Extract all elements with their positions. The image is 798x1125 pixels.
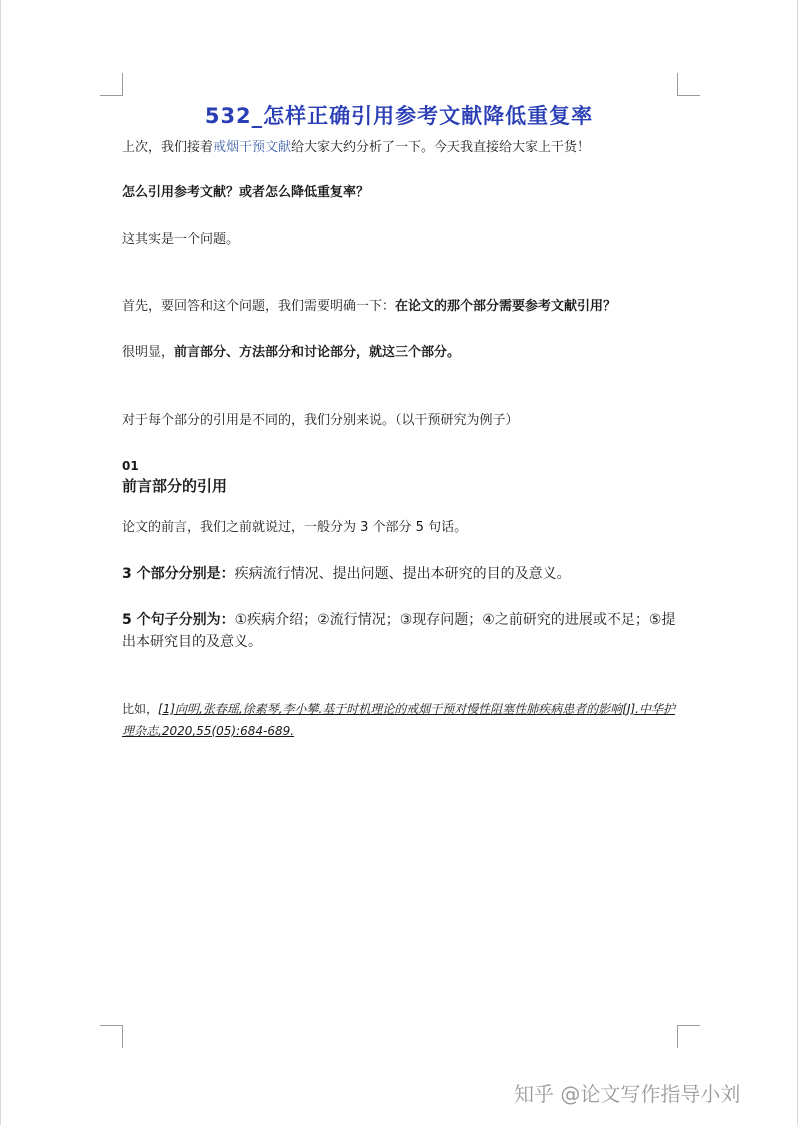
crop-mark-top-right [677,73,700,96]
paragraph-first [122,298,616,316]
crop-mark-bottom-left [100,1025,123,1048]
document-title: 532_怎样正确引用参考文献降低重复率 [204,104,594,128]
intro-text-before: 上次，我们接着 [122,140,214,155]
paragraph-first-bold: 在论文的那个部分需要参考文献引用？ [395,299,617,314]
example-reference [122,698,682,742]
intro-text-after: 给大家大约分析了一下。今天我直接给大家上干货！ [291,140,591,155]
intro-link[interactable]: 戒烟干预文献 [213,140,292,155]
three-parts-label: 3 个部分分别是： [122,566,235,582]
crop-mark-top-left [100,73,123,96]
intro-paragraph [122,139,590,157]
section-heading: 前言部分的引用 [122,477,228,495]
page-edge-left [0,0,1,1125]
paragraph-obvious-text: 很明显， [122,345,175,360]
paragraph-first-text: 首先，要回答和这个问题，我们需要明确一下： [122,299,396,314]
paragraph-each-part: 对于每个部分的引用是不同的，我们分别来说。（以干预研究为例子） [122,413,519,428]
five-sentences-text: ①疾病介绍；②流行情况；③现存问题；④之前研究的进展或不足；⑤提出本研究目的及意义。 [122,612,676,650]
paragraph-three-parts [122,565,571,583]
paragraph-preface: 论文的前言，我们之前就说过，一般分为 3 个部分 5 句话。 [122,520,468,535]
paragraph-one-question: 这其实是一个问题。 [122,232,240,247]
paragraph-obvious [122,344,460,362]
five-sentences-label: 5 个句子分别为： [122,612,235,628]
example-prefix: 比如， [122,702,159,716]
question-heading: 怎么引用参考文献？或者怎么降低重复率？ [122,185,370,200]
reference-citation: [1]向明,张春瑶,徐素琴,李小攀.基于时机理论的戒烟干预对慢性阻塞性肺疾病患者的影响[J].中华护理杂志,2020,55(05):684-689. [122,702,675,738]
paragraph-obvious-bold: 前言部分、方法部分和讨论部分，就这三个部分。 [174,345,461,360]
watermark: 知乎 @论文写作指导小刘 [514,1082,741,1106]
paragraph-five-sentences [122,609,682,653]
crop-mark-bottom-right [677,1025,700,1048]
three-parts-text: 疾病流行情况、提出问题、提出本研究的目的及意义。 [234,566,571,582]
section-number: 01 [122,459,139,473]
